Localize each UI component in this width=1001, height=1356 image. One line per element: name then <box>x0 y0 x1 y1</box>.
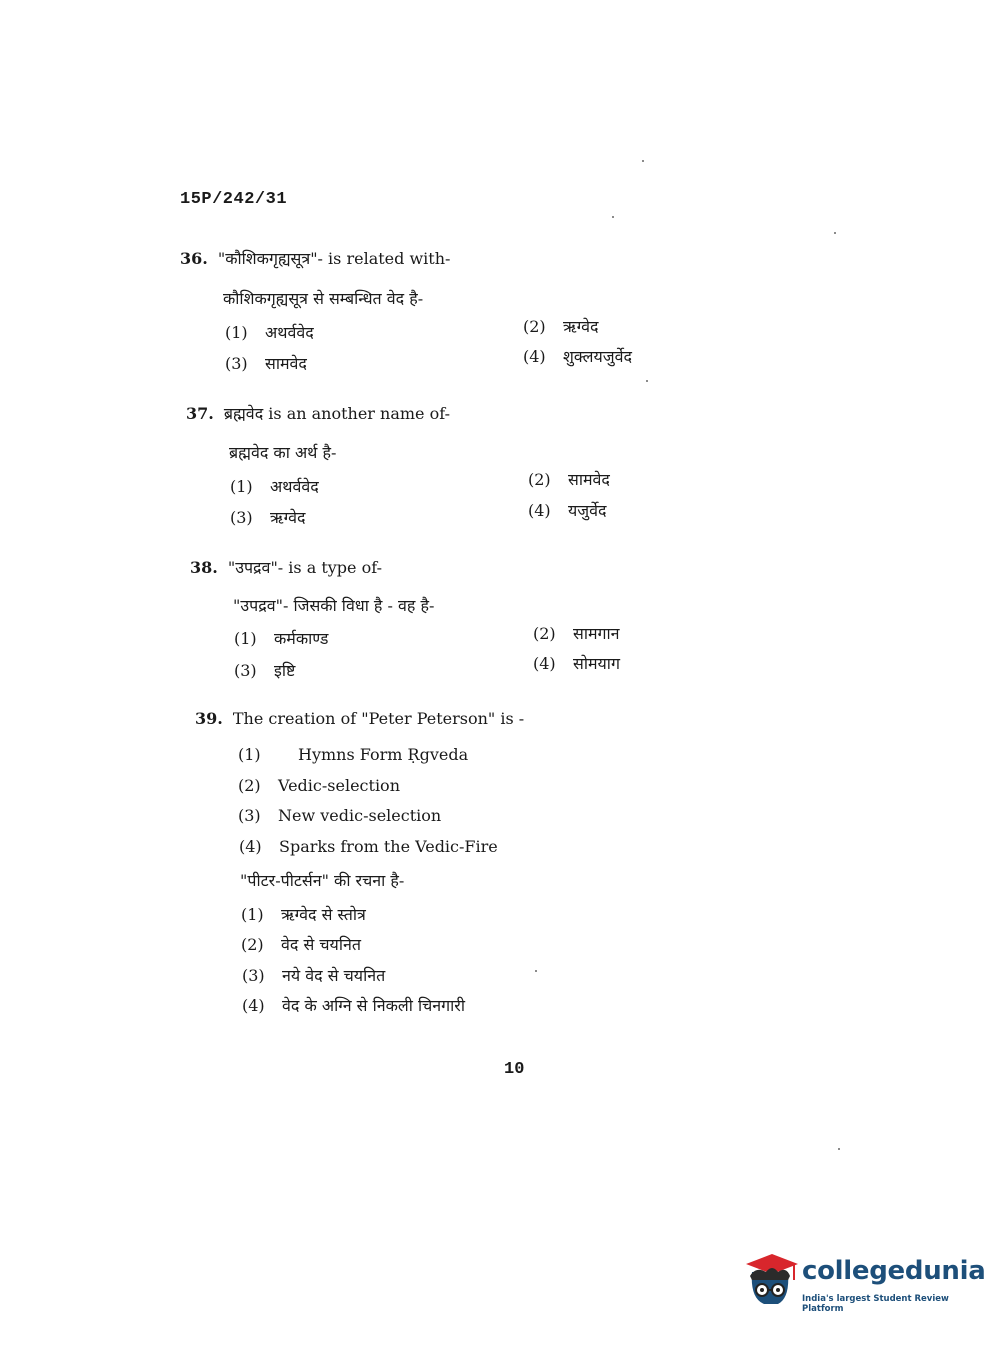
question-number: 39. <box>195 709 223 728</box>
q36-option-2: (2) ऋग्वेद <box>523 317 599 336</box>
question-39-hindi: "पीटर-पीटर्सन" की रचना है- <box>240 871 405 890</box>
question-38 <box>190 556 382 578</box>
question-number: 38. <box>190 558 218 577</box>
question-english: ब्रह्मवेद is an another name of- <box>223 404 450 423</box>
question-37 <box>186 402 450 424</box>
question-english: "उपद्रव"- is a type of- <box>227 558 382 577</box>
q39-option-hi-4: (4) वेद के अग्नि से निकली चिनगारी <box>242 996 465 1015</box>
q38-option-4: (4) सोमयाग <box>533 654 620 673</box>
question-36-hindi: कौशिकगृह्यसूत्र से सम्बन्धित वेद है- <box>223 289 424 308</box>
mascot-icon <box>742 1250 800 1312</box>
q37-option-3: (3) ऋग्वेद <box>230 508 306 527</box>
q39-option-hi-3: (3) नये वेद से चयनित <box>242 966 386 985</box>
q36-option-4: (4) शुक्लयजुर्वेद <box>523 347 632 366</box>
scan-speck <box>838 1148 840 1150</box>
scan-speck <box>642 160 644 162</box>
question-english: The creation of "Peter Peterson" is - <box>232 709 525 728</box>
question-39 <box>195 709 524 728</box>
paper-code: 15P/242/31 <box>180 190 288 209</box>
question-37-hindi: ब्रह्मवेद का अर्थ है- <box>229 443 337 462</box>
q37-option-2: (2) सामवेद <box>528 470 610 489</box>
scan-speck <box>612 216 614 218</box>
question-number: 36. <box>180 249 208 268</box>
question-38-hindi: "उपद्रव"- जिसकी विधा है - वह है- <box>233 596 435 615</box>
q39-option-en-3: (3) New vedic-selection <box>238 806 442 825</box>
scan-speck <box>535 970 537 972</box>
q38-option-1: (1) कर्मकाण्ड <box>234 629 329 648</box>
q36-option-3: (3) सामवेद <box>225 354 307 373</box>
question-36 <box>180 247 450 269</box>
q38-option-3: (3) इष्टि <box>234 661 296 680</box>
scan-speck <box>834 232 836 234</box>
scan-speck <box>646 380 648 382</box>
brand-tagline: India's largest Student Review Platform <box>802 1294 949 1314</box>
q38-option-2: (2) सामगान <box>533 624 620 643</box>
collegedunia-logo <box>742 1250 986 1314</box>
brand-name: collegedunia <box>802 1256 986 1286</box>
q39-option-en-1: (1) Hymns Form Ṛgveda <box>238 745 469 764</box>
q39-option-en-4: (4) Sparks from the Vedic-Fire <box>239 837 498 856</box>
q37-option-4: (4) यजुर्वेद <box>528 501 607 520</box>
q39-option-en-2: (2) Vedic-selection <box>238 776 400 795</box>
q39-option-hi-1: (1) ऋग्वेद से स्तोत्र <box>241 905 366 924</box>
q36-option-1: (1) अथर्ववेद <box>225 323 314 342</box>
question-number: 37. <box>186 404 214 423</box>
question-english: "कौशिकगृह्यसूत्र"- is related with- <box>217 249 451 268</box>
page-number: 10 <box>504 1060 525 1079</box>
q37-option-1: (1) अथर्ववेद <box>230 477 319 496</box>
q39-option-hi-2: (2) वेद से चयनित <box>241 935 361 954</box>
